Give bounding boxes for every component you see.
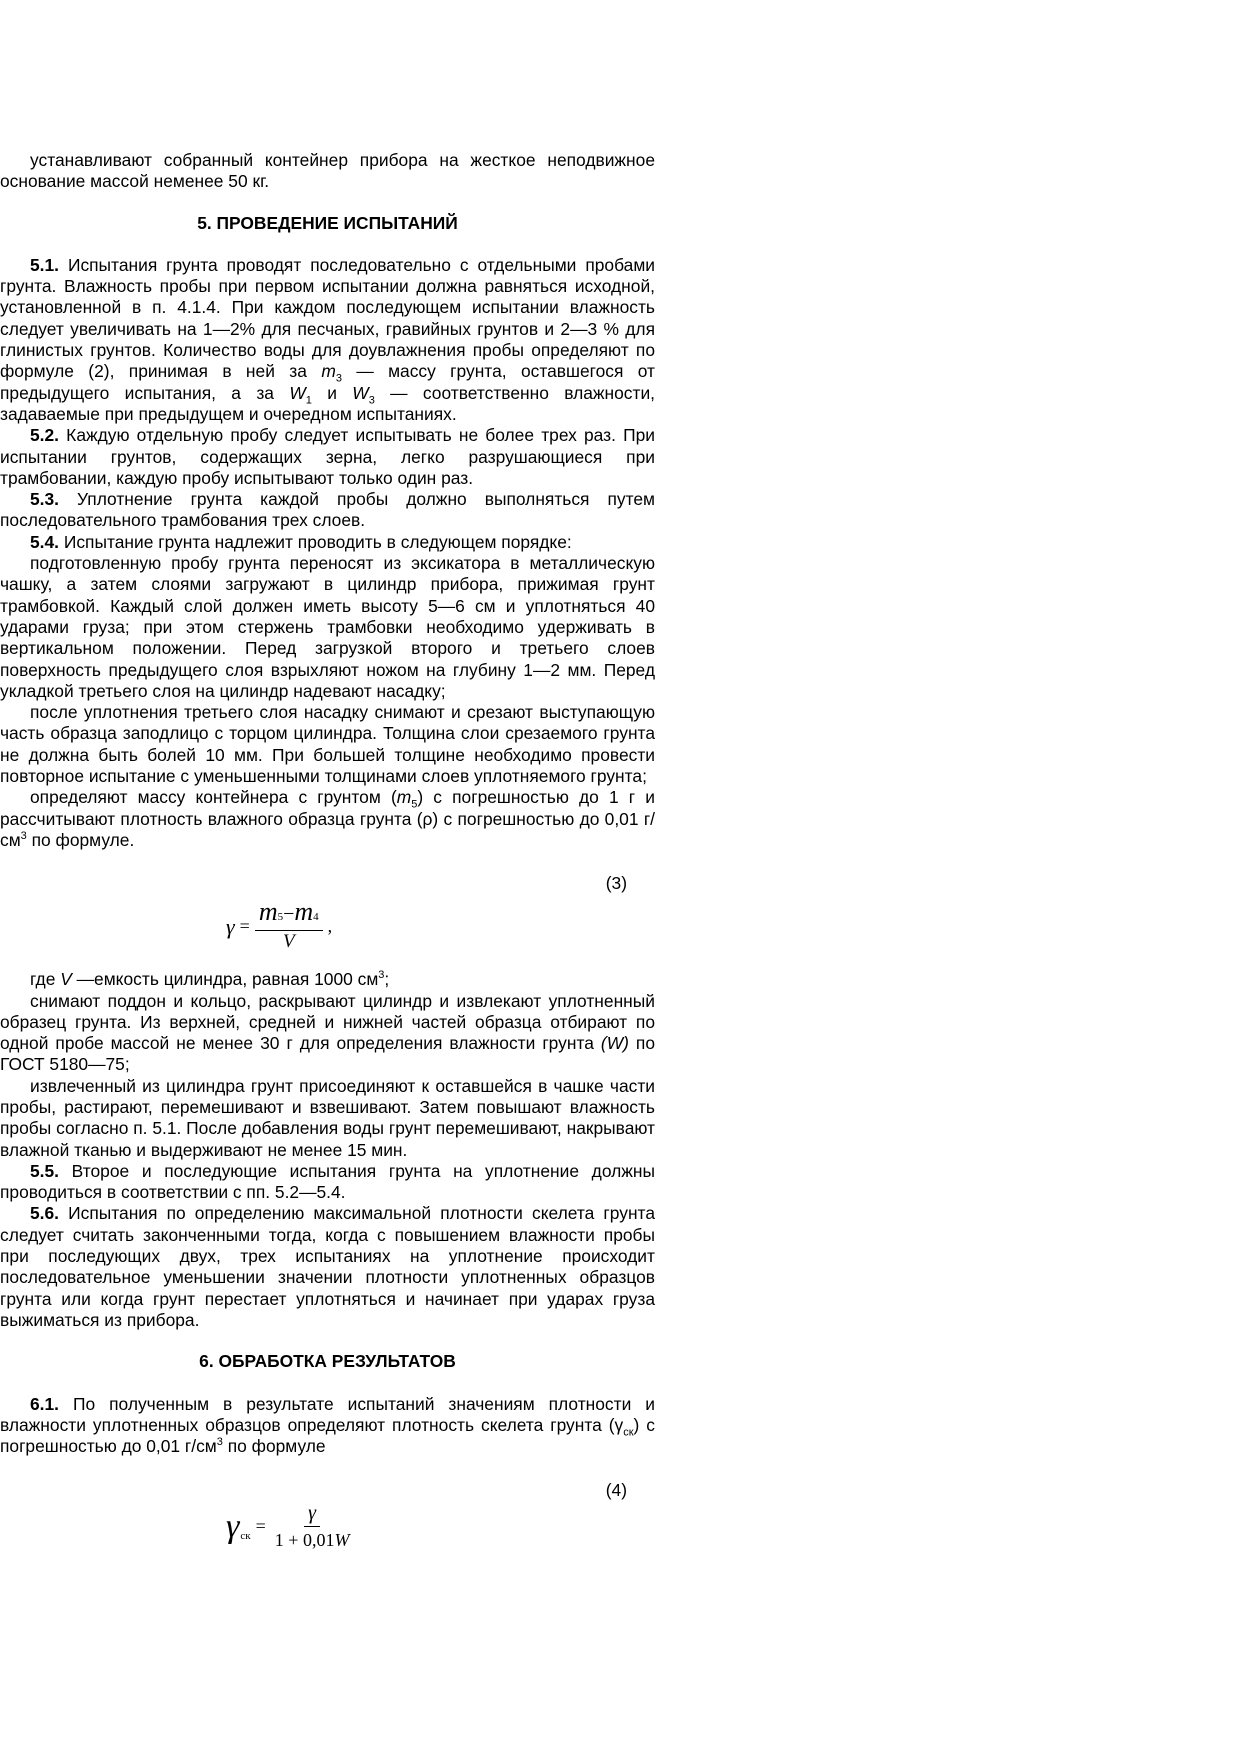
formula-4-block	[0, 1480, 655, 1584]
denominator	[271, 1527, 354, 1553]
var-w: (W)	[600, 1033, 629, 1054]
clause-number: 6.1.	[30, 1393, 60, 1414]
var-m: m	[294, 897, 314, 927]
subscript: 3	[368, 394, 375, 407]
fraction	[271, 1500, 354, 1553]
paragraph-5-2	[0, 425, 655, 489]
paragraph-text: —емкость цилиндра, равная 1000 см	[71, 969, 379, 990]
clause-number: 5.3.	[30, 489, 60, 510]
procedure-step-1: подготовленную пробу грунта переносят из эксикатора в металлическую чашку, а затем слоями загружают в цилиндр прибора, прижимая грунт трамбовкой. Каждый слой должен иметь высоту 5—6 см и уплотняться 40 ударами груза; при этом стержень трамбовки необходимо удерживать в вертикальном положении. Перед загрузкой второго и третьего слоев поверхность предыдущего слоя взрыхляют ножом на глубину 1—2 мм. Перед укладкой третьего слоя на цилиндр надевают насадку;	[0, 553, 655, 701]
paragraph-text: по формуле.	[26, 829, 135, 850]
section-5-heading: 5. ПРОВЕДЕНИЕ ИСПЫТАНИЙ	[197, 212, 458, 233]
superscript: 3	[20, 830, 27, 843]
paragraph-text: и	[311, 382, 353, 403]
superscript: 3	[378, 969, 385, 982]
subscript: 3	[335, 372, 342, 385]
var-m: m	[321, 361, 336, 382]
paragraph-text: Испытания грунта проводят последовательно с отдельными пробами грунта. Влажность пробы при первом испытании должна равняться исходной, установленной в п. 4.1.4. При каждом последующем испытании влажность следует увеличивать на 1—2% для песчаных, гравийных грунтов и 2—3 % для глинистых грунтов. Количество воды для доувлажнения пробы определяют по формуле (2), принимая в ней за	[0, 254, 655, 382]
paragraph-5-4	[0, 532, 655, 553]
paragraph-text: Испытание грунта надлежит проводить в следующем порядке:	[59, 531, 572, 552]
clause-number: 5.6.	[30, 1203, 60, 1224]
clause-number: 5.1.	[30, 254, 60, 275]
where-clause	[0, 969, 655, 990]
var-w: W	[334, 1530, 350, 1551]
gamma-symbol: γ	[226, 1508, 240, 1546]
equals-sign: =	[239, 915, 250, 936]
subscript: 5	[411, 798, 418, 811]
clause-number: 5.4.	[30, 531, 60, 552]
paragraph-text: по формуле	[222, 1436, 326, 1457]
clause-number: 5.5.	[30, 1160, 60, 1181]
paragraph-5-6	[0, 1203, 655, 1331]
paragraph-text: определяют массу контейнера с грунтом (	[30, 787, 397, 808]
paragraph-text: Испытания по определению максимальной плотности скелета грунта следует считать законченными тогда, когда с повышением влажности пробы при последующих двух, трех испытаниях на уплотнение происходит последовательное уменьшении значении плотности уплотненных образцов грунта или когда грунт перестает уплотняться и начинает при ударах груза выжиматься из прибора.	[0, 1203, 655, 1330]
paragraph-text: ;	[384, 969, 390, 990]
subscript: 1	[305, 394, 312, 407]
clause-number: 5.2.	[30, 425, 60, 446]
var-m: m	[258, 897, 278, 927]
paragraph-text: Второе и последующие испытания грунта на уплотнение должны проводиться в соответствии с пп. 5.2—5.4.	[0, 1160, 655, 1203]
paragraph-text: Каждую отдельную пробу следует испытывать не более трех раз. При испытании грунтов, содержащих зерна, легко разрушающиеся при трамбовании, каждую пробу испытывают только один раз.	[0, 425, 655, 488]
fraction	[255, 899, 323, 953]
numerator	[255, 899, 323, 931]
intro-paragraph	[0, 150, 655, 193]
coefficient: 0,01	[302, 1530, 335, 1551]
paragraph-text: по ГОСТ 5180—75;	[0, 1033, 656, 1075]
paragraph-text: Уплотнение грунта каждой пробы должно выполняться путем последовательного трамбования трех слоев.	[0, 489, 655, 531]
paragraph-text: где	[30, 969, 61, 990]
procedure-step-2: после уплотнения третьего слоя насадку снимают и срезают выступающую часть образца заподлицо с торцом цилиндра. Толщина слои срезаемого грунта не должна быть болей 10 мм. При большей толщине необходимо провести повторное испытание с уменьшенными толщинами слоев уплотняемого грунта;	[0, 702, 655, 787]
paragraph-text: — соответственно влажности, задаваемые при предыдущем и очередном испытаниях.	[0, 382, 656, 424]
procedure-step-3	[0, 787, 655, 851]
equation-number-3: (3)	[605, 873, 627, 894]
numerator: γ	[304, 1500, 320, 1527]
var-w: W	[289, 382, 306, 403]
paragraph-6-1	[0, 1394, 655, 1458]
text-column	[0, 150, 655, 1584]
equals-sign: =	[255, 1516, 266, 1537]
gamma-symbol: γ	[226, 913, 235, 939]
paragraph-text: По полученным в результате испытаний значениям плотности и влажности уплотненных образцов определяют плотность скелета грунта (γ	[0, 1393, 655, 1435]
denominator: V	[282, 931, 295, 953]
subscript: 5	[277, 911, 284, 924]
superscript: 3	[216, 1436, 223, 1449]
formula-3	[226, 899, 332, 953]
var-m: m	[396, 787, 412, 808]
paragraph-text: ) с погрешностью до 1 г и рассчитывают плотность влажного образца грунта (ρ) с погрешностью до 0,01 г/см	[0, 787, 655, 850]
procedure-step-5: извлеченный из цилиндра грунт присоединяют к оставшейся в чашке части пробы, растирают, перемешивают и взвешивают. Затем повышают влажность пробы согласно п. 5.1. После добавления воды грунт перемешивают, накрывают влажной тканью и выдерживают не менее 15 мин.	[0, 1075, 655, 1160]
comma: ,	[327, 915, 333, 936]
plus-sign: +	[288, 1530, 299, 1551]
paragraph-5-1	[0, 255, 655, 425]
section-6-heading: 6. ОБРАБОТКА РЕЗУЛЬТАТОВ	[199, 1351, 456, 1372]
digit: 1	[274, 1530, 284, 1551]
paragraph-text: ) с погрешностью до 0,01 г/см	[0, 1414, 655, 1457]
procedure-step-4	[0, 991, 655, 1076]
subscript: ск	[623, 1426, 634, 1439]
formula-4	[226, 1500, 353, 1553]
equation-number-4: (4)	[605, 1480, 627, 1501]
subscript: ск	[240, 1530, 251, 1543]
subscript: 4	[313, 911, 319, 924]
paragraph-5-3	[0, 489, 655, 532]
paragraph-5-5	[0, 1161, 655, 1204]
var-v: V	[60, 969, 72, 990]
intro-text: устанавливают собранный контейнер прибора на жесткое неподвижное основание массой неменее 50 кг.	[0, 150, 655, 192]
paragraph-text: — массу грунта, оставшегося от предыдущего испытания, а за	[0, 361, 655, 403]
var-w: W	[352, 382, 369, 403]
minus-sign: −	[283, 903, 295, 926]
formula-3-block	[0, 873, 655, 969]
paragraph-text: снимают поддон и кольцо, раскрывают цилиндр и извлекают уплотненный образец грунта. Из верхней, средней и нижней частей образца отбирают по одной пробе массой не менее 30 г для определения влажности грунта	[0, 990, 655, 1054]
